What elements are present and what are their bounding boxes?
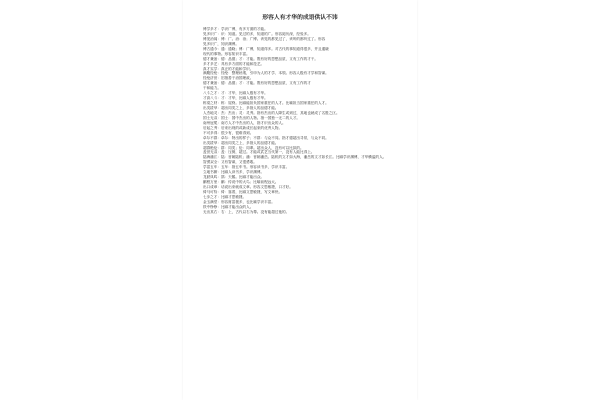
- text-line: 栋梁之材：栋：屋脊。比喻能担负国家重任的人才。比喻担当国家重任的人才。: [203, 101, 329, 106]
- text-line: 人杰地灵：杰：杰出；灵：灵秀。指有杰出的人降生或到过，其地也就成了名胜之区。: [203, 110, 340, 115]
- text-line: 满腹经纶：经纶：整理丝缕，引申为人的才学、本领。形容人极有才学和智谋。: [203, 71, 329, 76]
- text-line: 金玉满堂：形容财富极多，也比喻学识丰富。: [203, 199, 275, 204]
- text-line: 出类拔萃：超出同类之上，多指人的品德才能。: [203, 140, 279, 145]
- text-line: 超群绝伦：群：同类；伦：同辈。超出众人，没有可以比拟的。: [203, 145, 304, 150]
- text-line: 后起之秀：后来出现的或新成长起来的优秀人物。: [203, 125, 283, 130]
- document-body: [203, 27, 401, 215]
- text-line: 国士无双：国士：国中杰出的人物。指一国独一无二的人才。: [203, 115, 301, 120]
- text-line: 盖世无双：盖：压倒，超过。才能或武艺当代第一，没有人能比得上。: [203, 150, 315, 155]
- document-page: [183, 0, 417, 400]
- text-line: 学富五车：五车：指五车书。形容读书多，学识丰富。: [203, 165, 290, 170]
- text-line: 博古通今：通：通晓；博：广博，知道得多。对古代的事知道得很多，并且通晓: [203, 46, 329, 51]
- text-line: 八斗之才：才：才华，比喻人极有才华。: [203, 91, 268, 96]
- text-line: 干和能力。: [203, 86, 221, 91]
- text-line: 卓尔不群：卓尔：特出的样子；不群：与众不同。指才德超出寻常，与众不同。: [203, 135, 329, 140]
- text-line: 无出其右：右：上，古代以右为尊。没有能超过他的。: [203, 209, 290, 214]
- text-line: 智勇双全：又有智谋，又很勇敢。: [203, 160, 257, 165]
- text-line: 多才多艺：具有多方面的才能和技艺。: [203, 61, 265, 66]
- text-line: 南州冠冕：南方人才中杰出的人，指才识出众的人。: [203, 120, 286, 125]
- text-line: 真才实学：真正的才能和学识。: [203, 66, 254, 71]
- text-line: 七步之才：比喻才思敏捷。: [203, 194, 247, 199]
- text-line: 博学多才：学识广博，有多方面的才能。: [203, 27, 268, 31]
- text-line: 出类拔萃：超出同类之上，多指人的品德才能。: [203, 106, 279, 110]
- text-line: 铁中铮铮：比喻才能出众的人。: [203, 204, 254, 209]
- text-line: 德才兼备：德：品德；才：才能。既有好的思想品质，又有工作的才: [203, 81, 311, 86]
- document-title: 形容人有才华的成语供认不讳: [262, 15, 338, 21]
- text-line: 立地书橱：比喻人读书多，学识渊博。: [203, 170, 265, 175]
- text-line: 经纶济世：旧指善于治国理政。: [203, 76, 254, 81]
- text-line: 见多识广：识：知道。见过的多，知道的广。形容阅历深，经验多。: [203, 31, 311, 36]
- text-line: 鹏程万里：鹏：传说中的大鸟；比喻前程远大。: [203, 180, 279, 185]
- text-line: 德才兼备：德：品德；才：才能。既有好的思想品质，又有工作的才干。: [203, 56, 318, 61]
- text-line: 现代的事物。形容知识丰富。: [203, 51, 250, 56]
- text-line: 才高八斗：才：才华，比喻人极有才华。: [203, 96, 268, 101]
- text-line: 倚马可待：倚：靠着，比喻文思敏捷，写文章快。: [203, 189, 283, 194]
- text-line: 陆海潘江：陆：晋朝陆机；潘：晋朝潘岳。陆机的文才如大海，潘岳的文才如长江。比喻学识渊博，才华横溢的人。: [203, 155, 387, 160]
- text-line: 出口成章：话说出来就成文章。形容文思敏捷，口才好。: [203, 185, 293, 189]
- text-line: 见多识广，知识渊博。: [203, 41, 239, 46]
- text-line: 不可多得：很少有，很难得到。: [203, 130, 254, 135]
- text-line: 博见治闻：博：广。治：治；广博。该见的都见过了，该听的都听过了。形容: [203, 36, 326, 41]
- text-line: 龙跃凤鸣：鹄：天鹅。比喻才能出众。: [203, 175, 265, 180]
